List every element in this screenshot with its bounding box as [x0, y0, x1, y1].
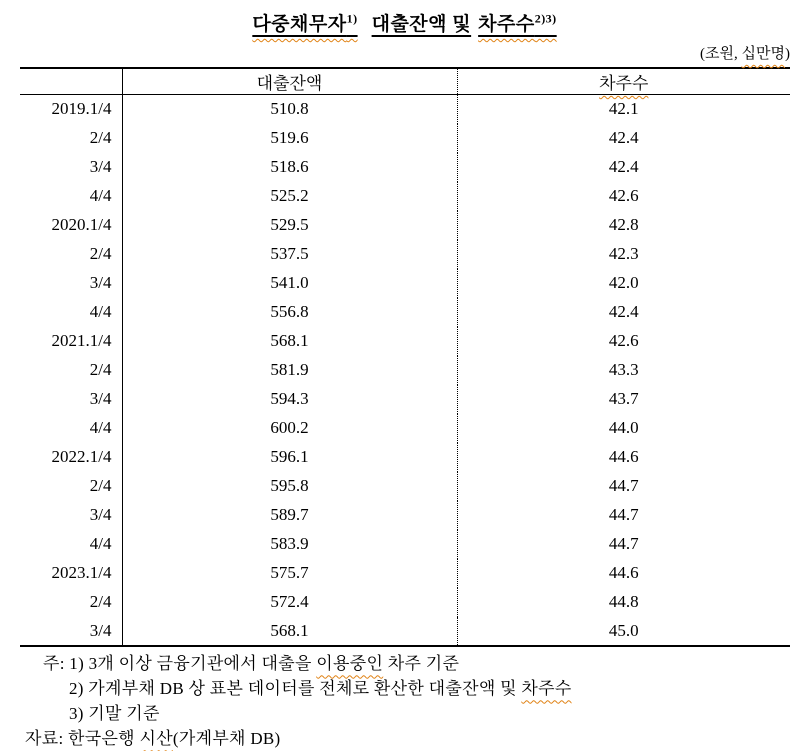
loan-cell: 575.7 [122, 559, 457, 588]
period-cell: 3/4 [20, 153, 122, 182]
period-cell: 2021.1/4 [20, 327, 122, 356]
period-cell: 4/4 [20, 182, 122, 211]
borrowers-cell: 44.6 [608, 563, 639, 582]
period-cell: 4/4 [20, 530, 122, 559]
footnote-2-highlight: 차주수 [521, 678, 572, 698]
title-footnote-marker-1: 1) [346, 11, 358, 26]
table-row [20, 153, 790, 182]
borrowers-cell: 42.4 [608, 302, 639, 321]
borrowers-cell: 43.3 [608, 360, 639, 379]
period-cell: 2020.1/4 [20, 211, 122, 240]
borrowers-cell: 42.1 [608, 99, 639, 119]
borrowers-cell: 42.4 [608, 128, 639, 147]
borrowers-cell: 44.7 [608, 476, 639, 495]
period-cell: 3/4 [20, 501, 122, 530]
table-row [20, 617, 790, 646]
loan-cell: 568.1 [122, 617, 457, 646]
title-segment-borrowers [478, 11, 557, 35]
loan-cell: 556.8 [122, 298, 457, 327]
loan-cell: 596.1 [122, 443, 457, 472]
source-note-highlight: 시산 [139, 728, 173, 748]
period-cell: 2/4 [20, 124, 122, 153]
header-cell-loan-balance: 대출잔액 [122, 68, 457, 95]
table-row [20, 240, 790, 269]
table-row [20, 414, 790, 443]
title-underlined-text [252, 11, 557, 35]
period-cell: 3/4 [20, 385, 122, 414]
loan-cell: 589.7 [122, 501, 457, 530]
period-cell: 2/4 [20, 240, 122, 269]
table-row [20, 211, 790, 240]
footnote-2 [20, 676, 809, 701]
loan-cell: 537.5 [122, 240, 457, 269]
footnote-1 [20, 651, 809, 676]
footnote-1-prefix: 주: 1) 3개 이상 금융기관에서 대출을 [43, 653, 317, 673]
source-note-prefix: 자료: 한국은행 [25, 728, 140, 748]
unit-note-suffix: ) [785, 46, 790, 62]
borrowers-cell: 44.0 [608, 418, 639, 437]
title-footnote-marker-23: 2)3) [534, 11, 557, 26]
footnote-1-highlight: 이용중인 [316, 653, 384, 673]
borrowers-cell: 42.0 [608, 273, 639, 292]
period-cell: 4/4 [20, 414, 122, 443]
source-note-suffix: (가계부채 DB) [172, 728, 281, 748]
borrowers-cell: 44.7 [608, 534, 639, 553]
title-text-debtors: 다중채무자 [252, 14, 347, 35]
borrowers-cell: 43.7 [608, 389, 639, 408]
loan-cell: 583.9 [122, 530, 457, 559]
footnote-1-suffix: 차주 기준 [383, 653, 460, 673]
footnotes [20, 651, 809, 751]
table-row [20, 472, 790, 501]
table-row [20, 501, 790, 530]
header-cell-period [20, 68, 122, 95]
source-note [20, 726, 809, 751]
table-row [20, 182, 790, 211]
header-borrower-count-text: 차주수 [599, 74, 649, 93]
borrowers-cell: 42.4 [608, 157, 639, 176]
period-cell: 3/4 [20, 617, 122, 646]
table-body [20, 95, 790, 646]
title-text-borrowers: 차주수 [478, 14, 535, 35]
borrowers-cell: 44.8 [608, 592, 639, 611]
loan-cell: 519.6 [122, 124, 457, 153]
table-row [20, 327, 790, 356]
table-row [20, 298, 790, 327]
loan-cell: 541.0 [122, 269, 457, 298]
table-header [20, 68, 790, 95]
period-cell: 3/4 [20, 269, 122, 298]
unit-note [20, 42, 790, 63]
period-cell: 2/4 [20, 472, 122, 501]
loan-cell: 595.8 [122, 472, 457, 501]
footnote-3: 3) 기말 기준 [69, 703, 160, 723]
borrowers-cell: 42.3 [608, 244, 639, 263]
table-row [20, 124, 790, 153]
loan-cell: 594.3 [122, 385, 457, 414]
loan-cell: 581.9 [122, 356, 457, 385]
loan-cell: 568.1 [122, 327, 457, 356]
borrowers-cell: 45.0 [608, 620, 639, 640]
table-row [20, 385, 790, 414]
borrowers-cell: 42.6 [608, 186, 639, 205]
table-header-row [20, 68, 790, 95]
loan-cell: 572.4 [122, 588, 457, 617]
borrowers-cell: 44.7 [608, 505, 639, 524]
unit-note-highlight: 십만명 [741, 46, 785, 62]
period-cell: 2023.1/4 [20, 559, 122, 588]
borrowers-cell: 44.6 [608, 447, 639, 466]
table-row [20, 356, 790, 385]
footnote-2-prefix: 2) 가계부채 DB 상 표본 데이터를 전체로 환산한 대출잔액 및 [69, 678, 522, 698]
table-row [20, 443, 790, 472]
period-cell: 2/4 [20, 356, 122, 385]
period-cell: 2022.1/4 [20, 443, 122, 472]
page-title [0, 0, 809, 36]
header-cell-borrower-count [457, 68, 790, 95]
borrowers-cell: 42.6 [608, 331, 639, 350]
table-row [20, 95, 790, 124]
period-cell: 2/4 [20, 588, 122, 617]
loan-cell: 529.5 [122, 211, 457, 240]
title-segment-debtors [252, 11, 358, 35]
loan-cell: 525.2 [122, 182, 457, 211]
loan-cell: 518.6 [122, 153, 457, 182]
data-table [20, 67, 790, 647]
table-row [20, 530, 790, 559]
loan-cell: 600.2 [122, 414, 457, 443]
period-cell: 2019.1/4 [20, 95, 122, 124]
table-row [20, 588, 790, 617]
table-row [20, 559, 790, 588]
loan-cell: 510.8 [122, 95, 457, 124]
unit-note-prefix: (조원, [700, 46, 742, 62]
period-cell: 4/4 [20, 298, 122, 327]
table-row [20, 269, 790, 298]
title-text-middle: 대출잔액 및 [371, 14, 472, 35]
borrowers-cell: 42.8 [608, 215, 639, 234]
